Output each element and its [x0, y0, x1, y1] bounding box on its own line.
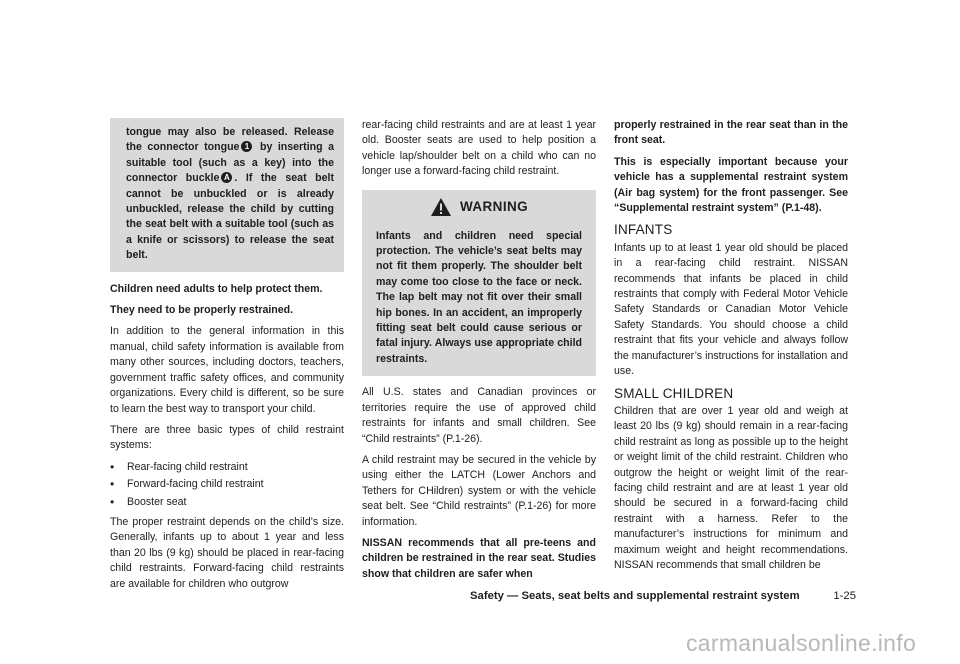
paragraph: A child restraint may be secured in the vehicle by using either the LATCH (Lower Anchors and Tethers for CHildren) system or with the vehicle seat belt. See “Child restraints” (P.1-26) for more information.: [362, 453, 596, 528]
column-left: [110, 118, 344, 598]
paragraph: rear-facing child restraints and are at least 1 year old. Booster seats are used to help position a vehicle lap/shoulder belt on a child who can no longer use a forward-facing child restraint.: [362, 119, 596, 178]
callout-1-icon: 1: [241, 141, 252, 152]
footer-section-title: Safety — Seats, seat belts and supplemental restraint system: [470, 590, 800, 602]
bold-heading: They need to be properly restrained.: [110, 304, 294, 317]
list-item: • Booster seat: [110, 495, 344, 510]
list-item: • Rear-facing child restraint: [110, 460, 344, 475]
caution-continuation-box: [110, 118, 344, 272]
page-number: 1-25: [833, 590, 856, 602]
section-heading-infants: INFANTS: [614, 222, 673, 238]
paragraph: Infants up to at least 1 year old should be placed in a rear-facing child restraint. NISSAN recommends that infants be placed in child restraints that comply with Federal Motor Vehicle Safety Standards or Canadian Motor Vehicle Safety Standards. You should choose a child restraint that fits your vehicle and always follow the manufacturer’s instructions for installation and use.: [614, 241, 848, 378]
warning-triangle-icon: [430, 197, 452, 217]
bold-paragraph: properly restrained in the rear seat than in the front seat.: [614, 119, 848, 147]
caution-text: tongue may also be released. Release the connector tongue 1 by inserting a suitable tool (such as a key) into the connector buckle A . If the seat belt cannot be unbuckled or is already unbuckled, release the child by cutting the seat belt with a suitable tool (such as a knife or scissors) to release the seat belt.: [126, 126, 334, 262]
column-right: [614, 118, 848, 579]
watermark: carmanualsonline.info: [686, 630, 917, 656]
column-middle: [362, 118, 596, 588]
bold-heading: Children need adults to help protect them.: [110, 282, 323, 295]
paragraph: Children that are over 1 year old and weigh at least 20 lbs (9 kg) should remain in a rear-facing child restraint as long as possible up to the height or weight limit of the child restraint. Children who outgrow the height or weight limit of the rear-facing child restraint and are at least 1 year old should be secured in a forward-facing child restraint with a harness. Refer to the manufacturer’s instructions for minimum and maximum weight and height recommendations. NISSAN recommends that small children be: [614, 404, 848, 571]
paragraph: The proper restraint depends on the child’s size. Generally, infants up to about 1 year and less than 20 lbs (9 kg) should be placed in rear-facing child restraints. Forward-facing child restraints are available for children who outgrow: [110, 515, 344, 590]
warning-box: [362, 190, 596, 377]
callout-a-icon: A: [221, 172, 232, 183]
restraint-types-list: [110, 460, 344, 510]
paragraph: There are three basic types of child restraint systems:: [110, 423, 344, 452]
page-footer: [470, 590, 856, 602]
warning-title: WARNING: [459, 199, 529, 215]
warning-text: Infants and children need special protection. The vehicle’s seat belts may not fit them properly. The shoulder belt may come too close to the face or neck. The lap belt may not fit over their small hip bones. In an accident, an improperly fitting seat belt could cause serious or fatal injury. Always use appropriate child restraints.: [376, 229, 582, 365]
paragraph: In addition to the general information in this manual, child safety information is available from many other sources, including doctors, teachers, government traffic safety offices, and community organizations. Every child is different, so be sure to learn the best way to transport your child.: [110, 325, 344, 415]
bold-paragraph: This is especially important because your vehicle has a supplemental restraint system (Air bag system) for the front passenger. See “Supplemental restraint system” (P.1-48).: [614, 155, 848, 215]
list-item: • Forward-facing child restraint: [110, 477, 344, 492]
warning-header: [376, 194, 582, 221]
bold-paragraph: NISSAN recommends that all pre-teens and children be restrained in the rear seat. Studies show that children are safer when: [362, 536, 596, 580]
paragraph: All U.S. states and Canadian provinces or territories require the use of approved child restraints for infants and small children. See “Child restraints” (P.1-26).: [362, 386, 596, 445]
section-heading-small-children: SMALL CHILDREN: [614, 385, 734, 401]
